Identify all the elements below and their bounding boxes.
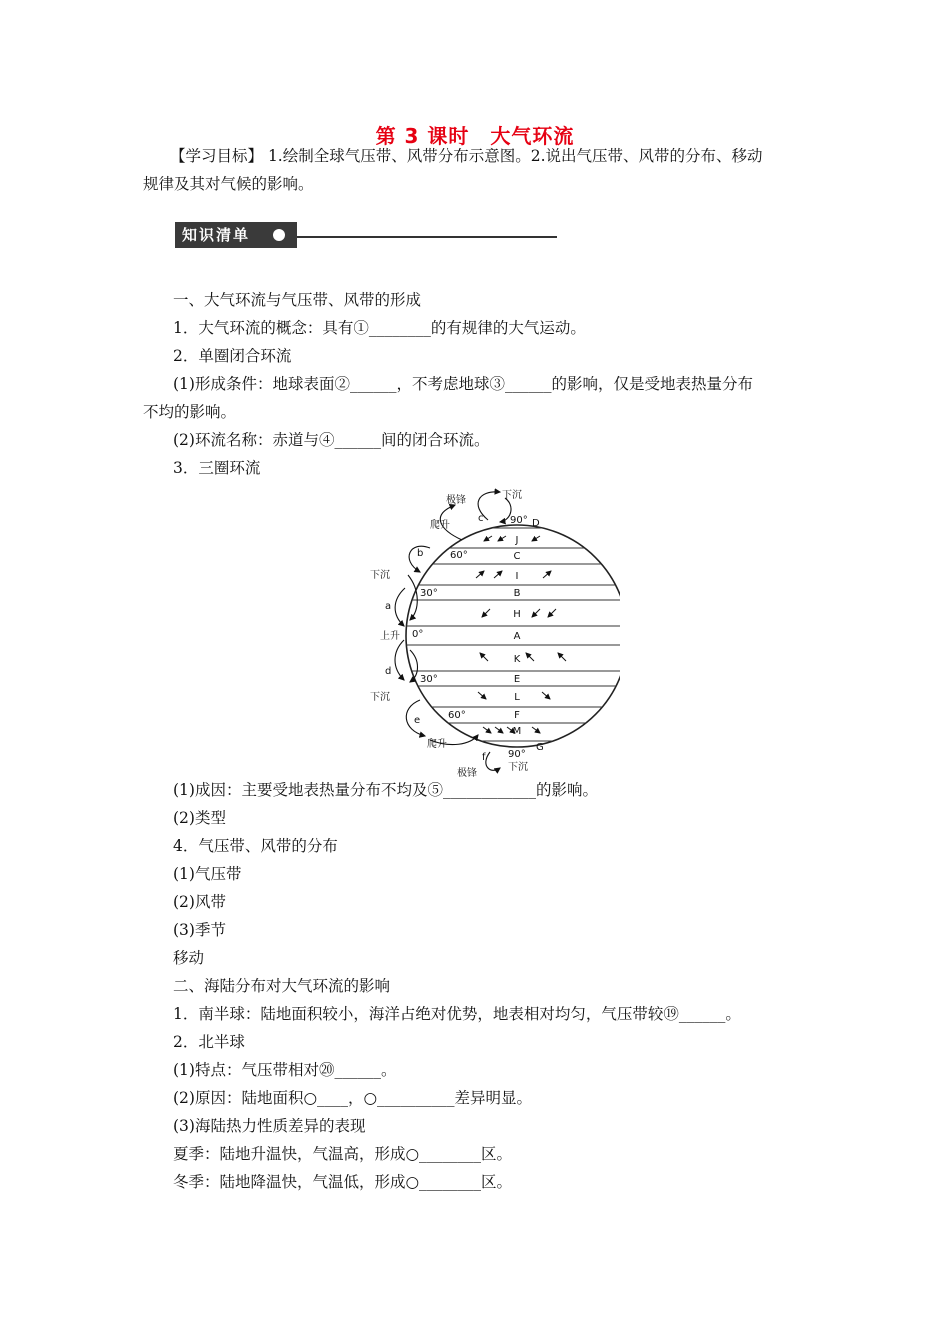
label-cell-c: c [478, 513, 484, 524]
label-rising-equator: 上升 [380, 631, 400, 642]
band-letter: F [514, 710, 520, 721]
label-60n: 60° [450, 550, 468, 561]
learning-goal-line-1 [170, 146, 763, 166]
label-cell-e: e [414, 715, 421, 726]
banner-rule [297, 236, 557, 238]
band-letter: M [512, 726, 522, 737]
label-cell-f: f [482, 752, 486, 763]
label-cell-a: a [385, 601, 392, 612]
label-polar-front-south: 极锋 [457, 768, 477, 779]
label-sinking-north: 下沉 [502, 490, 522, 501]
three-cell-circulation-diagram [360, 485, 620, 780]
label-sinking-south: 下沉 [508, 762, 528, 773]
label-60s: 60° [448, 710, 466, 721]
text-line: 不均的影响。 [143, 403, 237, 421]
label-30n: 30° [420, 588, 438, 599]
band-letter: H [513, 609, 521, 620]
label-rising-60n: 爬升 [430, 520, 450, 531]
label-cell-d: d [385, 666, 392, 677]
label-polar-front-north: 极锋 [446, 495, 466, 506]
text-line: (3)季节 [173, 921, 226, 939]
section-banner: 知识清单 [175, 222, 297, 248]
band-letter: I [515, 571, 519, 582]
text-line: 4．气压带、风带的分布 [173, 837, 338, 855]
learning-goal-label: 【学习目标】 [170, 147, 264, 165]
text-line: (2)环流名称：赤道与④______间的闭合环流。 [173, 431, 490, 449]
text-line: 夏季：陆地升温快，气温高，形成○________区。 [173, 1145, 513, 1163]
label-G: G [536, 742, 544, 753]
band-letter: L [514, 692, 520, 703]
label-90n: 90° [510, 515, 528, 526]
learning-goal-text-1: 1.绘制全球气压带、风带分布示意图。2.说出气压带、风带的分布、移动 [263, 147, 763, 165]
label-30s: 30° [420, 674, 438, 685]
text-line: (1)特点：气压带相对⑳______。 [173, 1061, 397, 1079]
text-line: (2)原因：陆地面积○____，○__________差异明显。 [173, 1089, 533, 1107]
text-line: 移动 [173, 949, 205, 967]
text-line: (2)风带 [173, 893, 226, 911]
text-line: (2)类型 [173, 809, 226, 827]
band-letter: A [513, 631, 521, 642]
text-line: (3)海陆热力性质差异的表现 [173, 1117, 366, 1135]
text-line: 3．三圈环流 [173, 459, 261, 477]
label-90s: 90° [508, 749, 526, 760]
banner-dot [273, 229, 285, 241]
text-line: 一、大气环流与气压带、风带的形成 [173, 291, 422, 309]
text-line: 2．北半球 [173, 1033, 245, 1051]
band-letter: K [513, 654, 521, 665]
label-rising-60s: 爬升 [427, 739, 447, 750]
text-line: 二、海陆分布对大气环流的影响 [173, 977, 391, 995]
band-letter: C [513, 551, 521, 562]
learning-goal-line-2: 规律及其对气候的影响。 [143, 175, 314, 193]
label-sinking-30s: 下沉 [370, 692, 390, 703]
text-line: 冬季：陆地降温快，气温低，形成○________区。 [173, 1173, 513, 1191]
label-cell-b: b [417, 548, 424, 559]
text-line: (1)成因：主要受地表热量分布不均及⑤____________的影响。 [173, 781, 598, 799]
text-line: (1)气压带 [173, 865, 242, 883]
text-line: 2．单圈闭合环流 [173, 347, 292, 365]
label-0: 0° [412, 629, 424, 640]
label-sinking-30n: 下沉 [370, 570, 390, 581]
band-letter: B [513, 588, 521, 599]
text-line: 1．南半球：陆地面积较小，海洋占绝对优势，地表相对均匀，气压带较⑲______。 [173, 1005, 741, 1023]
text-line: 1．大气环流的概念：具有①________的有规律的大气运动。 [173, 319, 586, 337]
band-letter: E [513, 674, 521, 685]
label-D: D [532, 518, 540, 529]
page-title: 第 3 课时 大气环流 [375, 124, 575, 148]
band-letter: J [515, 535, 519, 546]
text-line: (1)形成条件：地球表面②______，不考虑地球③______的影响，仅是受地表热量分布 [173, 375, 753, 393]
